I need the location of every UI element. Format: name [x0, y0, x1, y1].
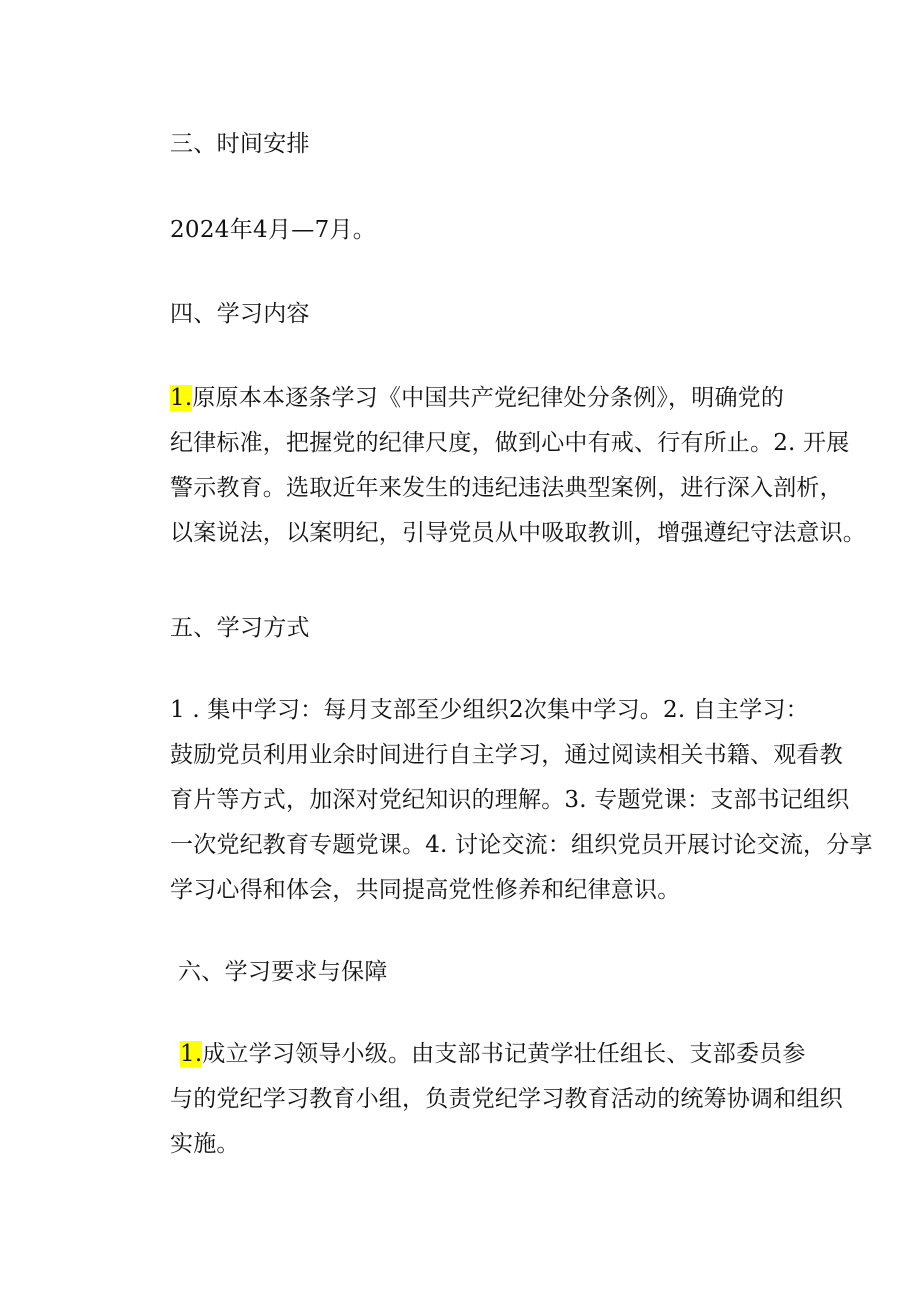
section-heading-methods: 五、学习方式: [170, 615, 310, 641]
line-text: 成立学习领导小级。由支部书记黄学壮任组长、支部委员参: [202, 1041, 806, 1067]
paragraph-line: [170, 1032, 810, 1077]
paragraph-line: 以案说法，以案明纪，引导党员从中吸取教训，增强遵纪守法意识。: [170, 520, 866, 546]
content-paragraph: [170, 376, 866, 556]
highlight-mark: 1.: [170, 385, 193, 411]
paragraph-line: 实施。: [170, 1131, 240, 1157]
paragraph-line: 1 . 集中学习：每月支部至少组织2次集中学习。2. 自主学习：: [170, 697, 809, 723]
paragraph-line: 一次党纪教育专题党课。4. 讨论交流：组织党员开展讨论交流，分享: [170, 832, 873, 858]
requirements-paragraph: [170, 1032, 843, 1167]
section-heading-requirements: 六、学习要求与保障: [178, 959, 388, 985]
paragraph-line: 与的党纪学习教育小组，负责党纪学习教育活动的统筹协调和组织: [170, 1086, 843, 1112]
line-text: 原原本本逐条学习《中国共产党纪律处分条例》，明确党的: [192, 385, 785, 411]
section-heading-content: 四、学习内容: [170, 301, 310, 327]
paragraph-line: 纪律标准，把握党的纪律尺度，做到心中有戒、行有所止。2. 开展: [170, 430, 850, 456]
methods-paragraph: [170, 688, 873, 913]
paragraph-line: 警示教育。选取近年来发生的违纪违法典型案例，进行深入剖析，: [170, 475, 843, 501]
highlight-mark: 1.: [180, 1041, 203, 1067]
section-heading-schedule: 三、时间安排: [170, 131, 310, 157]
paragraph-line: 学习心得和体会，共同提高党性修养和纪律意识。: [170, 877, 681, 903]
schedule-dates: 2024年4月—7月。: [170, 217, 377, 243]
paragraph-line: 鼓励党员利用业余时间进行自主学习，通过阅读相关书籍、观看教: [170, 742, 843, 768]
paragraph-line: 育片等方式，加深对党纪知识的理解。3. 专题党课：支部书记组织: [170, 787, 850, 813]
paragraph-line: [170, 376, 810, 421]
